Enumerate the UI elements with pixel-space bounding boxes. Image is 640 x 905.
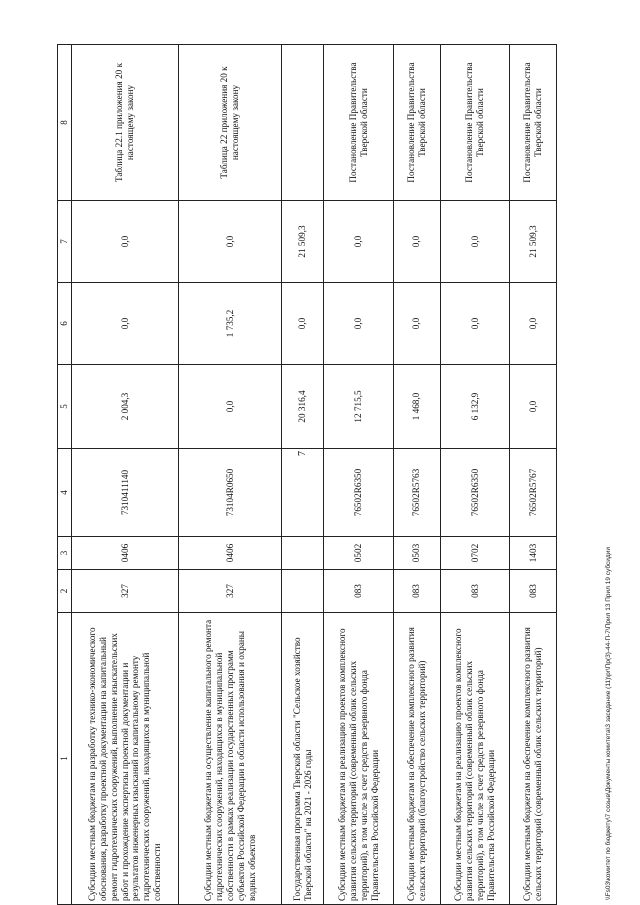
table-row	[440, 45, 510, 905]
cell-amount-col5: 1 468,0	[394, 365, 441, 449]
cell-amount-col7: 0,0	[179, 201, 282, 283]
column-header: 3	[58, 537, 72, 570]
column-header: 7	[58, 201, 72, 283]
cell-section-code: 0502	[324, 537, 394, 570]
cell-amount-col7: 0,0	[440, 201, 510, 283]
cell-amount-col7: 21 509,3	[510, 201, 557, 283]
cell-admin-code: 083	[510, 570, 557, 613]
column-header: 6	[58, 283, 72, 365]
row-name: Субсидии местным бюджетам на реализацию проектов комплексного развития сельских территорий (современный облик сельских территорий), в том числе за счет средств резервного фонда Правительства Российской Федерации	[324, 613, 394, 905]
cell-section-code: 0406	[71, 537, 179, 570]
row-name: Государственная программа Тверской области "Сельское хозяйство Тверской области" на 2021 - 2026 годы	[282, 613, 324, 905]
cell-amount-col7: 0,0	[324, 201, 394, 283]
column-header: 5	[58, 365, 72, 449]
cell-amount-col7: 0,0	[71, 201, 179, 283]
cell-amount-col6: 0,0	[71, 283, 179, 365]
row-name: Субсидии местным бюджетам на реализацию проектов комплексного развития сельских территорий (современный облик сельских территорий), в том числе за счет средств резервного фонда Правительства Российской Федерации	[440, 613, 510, 905]
cell-amount-col7: 21 509,3	[282, 201, 324, 283]
cell-admin-code: 083	[324, 570, 394, 613]
cell-amount-col5: 12 715,5	[324, 365, 394, 449]
table-row	[282, 45, 324, 905]
subsidies-table	[57, 44, 557, 905]
table-row	[510, 45, 557, 905]
cell-amount-col6: 0,0	[440, 283, 510, 365]
cell-basis: Таблица 22.1 приложения 20 к настоящему закону	[71, 45, 179, 201]
cell-admin-code	[282, 570, 324, 613]
subsidies-table-sheet	[57, 45, 557, 905]
row-name: Субсидии местным бюджетам на обеспечение комплексного развития сельских территорий (благоустройство сельских территорий)	[394, 613, 441, 905]
cell-basis: Постановление Правительства Тверской области	[324, 45, 394, 201]
cell-target-article: 76502R5763	[394, 449, 441, 537]
table-row	[71, 45, 179, 905]
table-row	[394, 45, 441, 905]
cell-amount-col5: 20 316,4	[282, 365, 324, 449]
row-name: Субсидии местным бюджетам на обеспечение комплексного развития сельских территорий (современный облик сельских территорий)	[510, 613, 557, 905]
cell-section-code: 0702	[440, 537, 510, 570]
column-header: 8	[58, 45, 72, 201]
cell-amount-col6: 0,0	[324, 283, 394, 365]
cell-amount-col5: 0,0	[179, 365, 282, 449]
cell-amount-col6: 0,0	[282, 283, 324, 365]
table-row	[324, 45, 394, 905]
cell-basis: Таблица 22 приложения 20 к настоящему закону	[179, 45, 282, 201]
column-header: 1	[58, 613, 72, 905]
cell-target-article: 73104R0650	[179, 449, 282, 537]
cell-section-code: 0406	[179, 537, 282, 570]
cell-amount-col7: 0,0	[394, 201, 441, 283]
cell-section-code: 1403	[510, 537, 557, 570]
file-path-footer: \\Fs03\комитет по бюджету\7 созыв\Документы комитета\3 заседание (11)\pr\Пр(3)-44-П-7\Прил 13 Прил 19 субсидии	[605, 547, 612, 900]
cell-admin-code: 083	[394, 570, 441, 613]
cell-amount-col6: 1 735,2	[179, 283, 282, 365]
column-number-row	[58, 45, 72, 905]
cell-admin-code: 327	[179, 570, 282, 613]
cell-target-article: 7310411140	[71, 449, 179, 537]
cell-amount-col6: 0,0	[394, 283, 441, 365]
cell-amount-col5: 2 004,3	[71, 365, 179, 449]
cell-basis: Постановление Правительства Тверской области	[394, 45, 441, 201]
cell-admin-code: 327	[71, 570, 179, 613]
cell-target-article: 76502R6350	[324, 449, 394, 537]
cell-amount-col5: 6 132,9	[440, 365, 510, 449]
cell-basis: Постановление Правительства Тверской области	[440, 45, 510, 201]
cell-basis: Постановление Правительства Тверской области	[510, 45, 557, 201]
row-name: Субсидии местным бюджетам на разработку технико-экономического обоснования, разработку проектной документации на капитальный ремонт гидротехнических сооружений, выполнение изыскательских работ и прохождение экспертизы проектной документации и результатов инженерных изысканий по капитальному ремонту гидротехнических сооружений, находящихся в муниципальной собственности	[71, 613, 179, 905]
column-header: 2	[58, 570, 72, 613]
cell-section-code	[282, 537, 324, 570]
cell-amount-col5: 0,0	[510, 365, 557, 449]
cell-basis	[282, 45, 324, 201]
page-number: 7	[297, 451, 308, 456]
row-name: Субсидии местным бюджетам на осуществление капитального ремонта гидротехнических сооружений, находящихся в муниципальной собственности в рамках реализации государственных программ субъектов Российской Федерации в области использования и охраны водных объектов	[179, 613, 282, 905]
column-header: 4	[58, 449, 72, 537]
table-row	[179, 45, 282, 905]
cell-target-article: 76502R5767	[510, 449, 557, 537]
cell-admin-code: 083	[440, 570, 510, 613]
cell-target-article: 76502R6350	[440, 449, 510, 537]
cell-section-code: 0503	[394, 537, 441, 570]
cell-amount-col6: 0,0	[510, 283, 557, 365]
cell-target-article	[282, 449, 324, 537]
